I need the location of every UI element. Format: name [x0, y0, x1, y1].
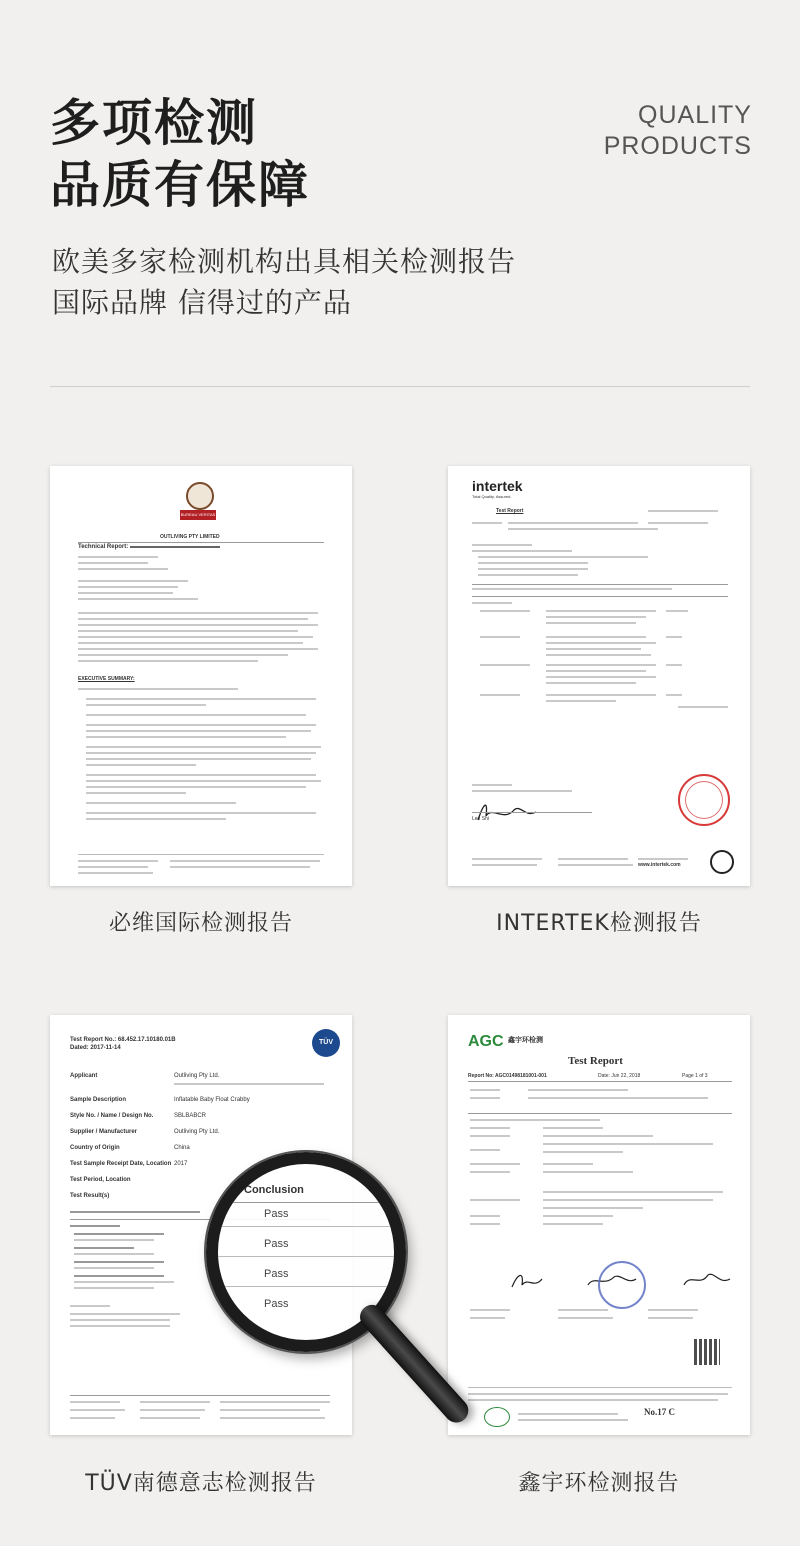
tuv-pass-0: Pass — [264, 1208, 289, 1220]
agc-stamp-number: No.17 C — [644, 1407, 675, 1417]
tuv-field-label-2: Style No. / Name / Design No. — [70, 1113, 154, 1119]
tuv-field-label-0: Applicant — [70, 1073, 98, 1079]
intertek-signer: Leo Shi — [472, 816, 489, 822]
bv-summary: EXECUTIVE SUMMARY: — [78, 676, 135, 682]
tuv-field-label-1: Sample Description — [70, 1097, 127, 1103]
bv-doc-title: Technical Report: — [78, 544, 129, 550]
tuv-pass-1: Pass — [264, 1238, 289, 1250]
tuv-report-no: Test Report No.: 68.452.17.10180.01B — [70, 1037, 176, 1043]
tuv-field-value-4: China — [174, 1145, 190, 1151]
intertek-tagline: Total Quality. Assured. — [472, 494, 512, 499]
tuv-field-label-6: Test Period, Location — [70, 1177, 131, 1183]
caption-intertek: INTERTEK检测报告 — [496, 911, 702, 936]
subtitle-line2: 国际品牌 信得过的产品 — [52, 286, 352, 319]
bureau-veritas-logo: BUREAU VERITAS — [180, 482, 216, 522]
report-image-agc — [448, 1015, 750, 1435]
tuv-logo: TÜV — [312, 1029, 340, 1057]
intertek-website: www.intertek.com — [638, 862, 681, 868]
qr-code-icon — [694, 1339, 720, 1365]
tuv-field-label-7: Test Result(s) — [70, 1193, 110, 1199]
intertek-red-seal — [678, 774, 730, 826]
agc-doc-title: Test Report — [568, 1055, 623, 1067]
agc-logo-cn: 鑫宇环检测 — [508, 1037, 543, 1044]
intertek-badge-icon — [710, 850, 734, 874]
agc-date: Date: Jun 22, 2018 — [598, 1073, 641, 1079]
report-image-intertek — [448, 466, 750, 886]
caption-tuv: TÜV南德意志检测报告 — [85, 1471, 317, 1496]
agc-logo: AGC — [468, 1033, 504, 1050]
agc-footer-logo — [484, 1407, 510, 1427]
caption-bureau-veritas: 必维国际检测报告 — [108, 911, 293, 936]
agc-blue-seal — [598, 1261, 646, 1309]
tuv-field-value-0: Outliving Pty Ltd. — [174, 1073, 220, 1079]
tuv-field-value-3: Outliving Pty Ltd. — [174, 1129, 220, 1135]
bv-company: OUTLIVING PTY LIMITED — [160, 534, 220, 540]
tuv-pass-2: Pass — [264, 1268, 289, 1280]
caption-agc: 鑫宇环检测报告 — [518, 1471, 680, 1496]
tuv-field-value-1: Inflatable Baby Float Crabby — [174, 1097, 250, 1103]
tuv-field-value-2: SBLBABCR — [174, 1113, 207, 1119]
page-title-line1: 多项检测 — [50, 94, 258, 152]
tuv-field-label-4: Country of Origin — [70, 1145, 120, 1151]
tuv-field-label-5: Test Sample Receipt Date, Location — [70, 1161, 172, 1167]
tuv-conclusion-title: Conclusion — [244, 1184, 304, 1196]
section-divider — [50, 386, 750, 387]
agc-page: Page 1 of 3 — [682, 1073, 708, 1079]
products-line: PRODUCTS — [603, 132, 752, 160]
quality-products-label — [604, 100, 752, 162]
tuv-pass-3: Pass — [264, 1298, 289, 1310]
intertek-logo: intertek — [472, 478, 523, 494]
subtitle-line1: 欧美多家检测机构出具相关检测报告 — [52, 245, 517, 278]
report-image-bureau-veritas — [50, 466, 352, 886]
tuv-dated: Dated: 2017-11-14 — [70, 1045, 121, 1051]
tuv-field-value-5: 2017 — [174, 1161, 188, 1167]
quality-line: QUALITY — [638, 101, 752, 129]
page-title-line2: 品质有保障 — [50, 156, 310, 214]
agc-report-no: Report No: AGC01498181001-001 — [468, 1073, 547, 1079]
intertek-doc-title: Test Report — [496, 508, 524, 514]
tuv-field-label-3: Supplier / Manufacturer — [70, 1129, 138, 1135]
